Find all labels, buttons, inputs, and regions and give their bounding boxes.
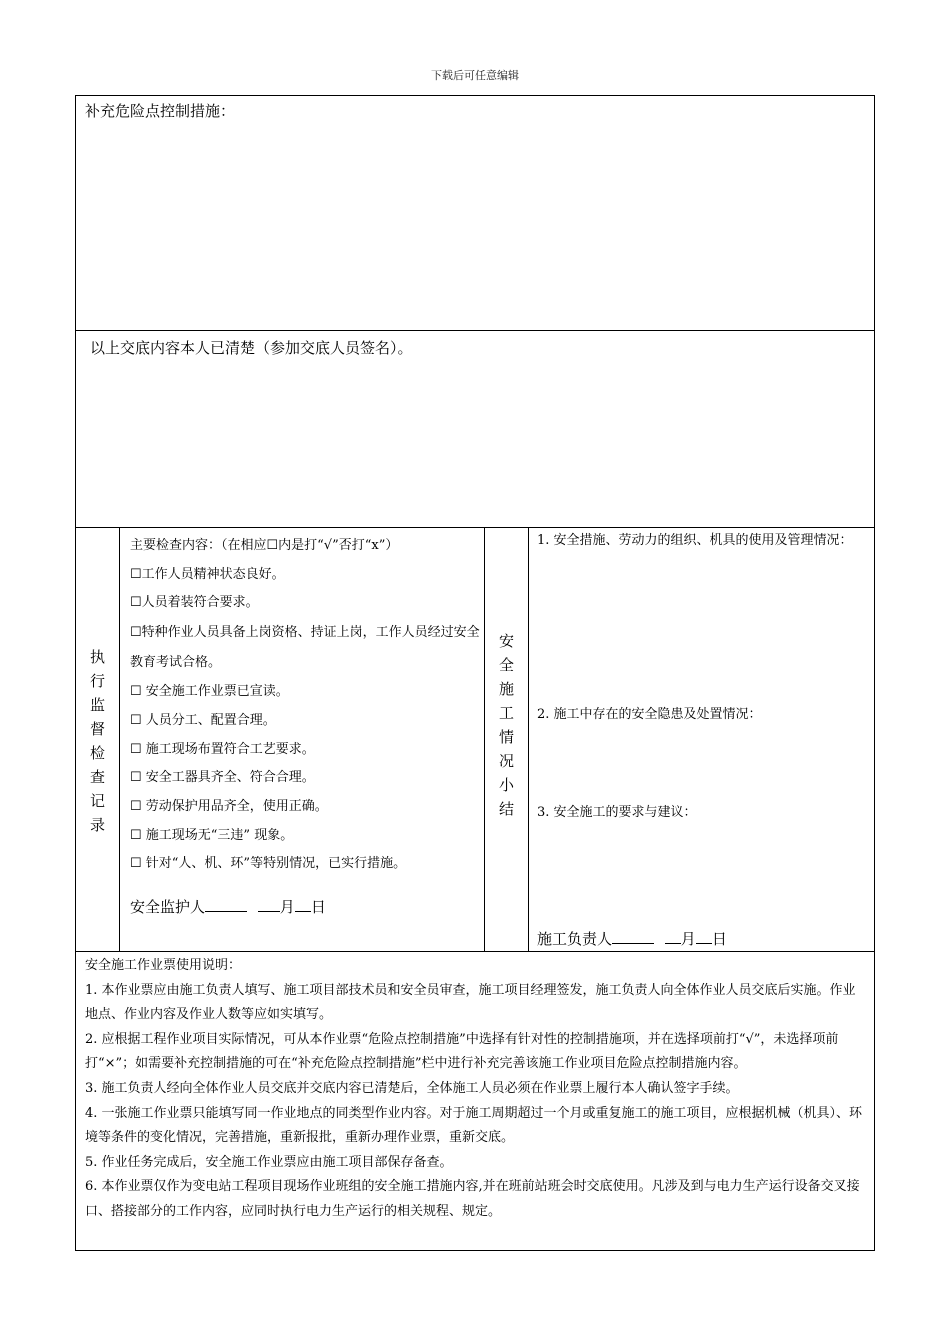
- summary-item-hazards: 2. 施工中存在的安全隐患及处置情况：: [537, 707, 762, 722]
- page-header-note: 下载后可任意编辑: [431, 69, 519, 82]
- supervision-side-cell: [76, 528, 120, 952]
- summary-item-suggestions: 3. 安全施工的要求与建议：: [537, 805, 697, 820]
- checklist-heading: 主要检查内容：（在相应☐内是打“√”否打“x”）: [130, 538, 399, 553]
- leader-signature: 施工负责人 月 日: [537, 930, 727, 948]
- supervision-checklist: [130, 532, 480, 879]
- instruction-item: 2. 应根据工程作业项目实际情况，可从本作业票“危险点控制措施”中选择有针对性的控制措施项，并在选择项前打“√”，未选择项前打“×”；如需要补充控制措施的可在“补充危险点控制措施”栏中进行补充完善该施工作业项目危险点控制措施内容。: [85, 1031, 839, 1072]
- inspection-section: [76, 528, 874, 952]
- checklist-item: ☐ 劳动保护用品齐全，使用正确。: [130, 798, 328, 814]
- supervisor-signature: 安全监护人 月 日: [130, 898, 326, 916]
- work-permit-form: [75, 95, 875, 1251]
- instruction-item: 1. 本作业票应由施工负责人填写、施工项目部技术员和安全员审查，施工项目经理签发，施工负责人向全体作业人员交底后实施。作业地点、作业内容及作业人数等应如实填写。: [85, 982, 856, 1023]
- checklist-item: ☐人员着装符合要求。: [130, 595, 259, 611]
- instructions-title: 安全施工作业票使用说明：: [85, 958, 242, 973]
- checklist-item: ☐ 施工现场无“三违” 现象。: [130, 827, 294, 843]
- checklist-item: ☐ 施工现场布置符合工艺要求。: [130, 741, 315, 757]
- supplement-label: 补充危险点控制措施：: [85, 102, 236, 120]
- instruction-item: 6. 本作业票仅作为变电站工程项目现场作业班组的安全施工措施内容,并在班前站班会时交底使用。凡涉及到与电力生产运行设备交叉接口、搭接部分的工作内容，应同时执行电力生产运行的相关规程、规定。: [85, 1179, 860, 1219]
- checklist-item: ☐ 针对“人、机、环”等特别情况，已实行措施。: [130, 856, 407, 872]
- checklist-item: ☐ 安全工器具齐全、符合合理。: [130, 770, 315, 786]
- supervision-checklist-cell: [120, 528, 485, 952]
- checklist-item: ☐特种作业人员具备上岗资格、持证上岗，工作人员经过安全教育考试合格。: [130, 625, 480, 671]
- summary-cell: [529, 528, 874, 952]
- instructions-text: [85, 954, 867, 1225]
- acknowledge-label: 以上交底内容本人已清楚（参加交底人员签名）。: [90, 339, 413, 357]
- checklist-item: ☐ 安全施工作业票已宣读。: [130, 684, 289, 700]
- summary-item-organization: 1. 安全措施、劳动力的组织、机具的使用及管理情况：: [537, 533, 853, 548]
- instruction-item: 3. 施工负责人经向全体作业人员交底并交底内容已清楚后，全体施工人员必须在作业票上履行本人确认签字手续。: [85, 1080, 739, 1096]
- checklist-item: ☐工作人员精神状态良好。: [130, 566, 285, 582]
- supervision-side-label: 执 行 监 督 检 查 记 录: [89, 648, 105, 834]
- checklist-item: ☐ 人员分工、配置合理。: [130, 712, 276, 728]
- instruction-item: 4. 一张施工作业票只能填写同一作业地点的同类型作业内容。对于施工周期超过一个月或重复施工的施工项目，应根据机械（机具）、环境等条件的变化情况，完善措施，重新报批，重新办理作业票，重新交底。: [85, 1105, 863, 1146]
- summary-side-cell: [485, 528, 529, 952]
- summary-side-label: 安 全 施 工 情 况 小 结: [498, 632, 514, 818]
- instruction-item: 5. 作业任务完成后，安全施工作业票应由施工项目部保存备查。: [85, 1154, 453, 1170]
- acknowledge-section: [76, 331, 874, 528]
- supplement-section: [76, 96, 874, 331]
- instructions-section: [76, 952, 874, 1250]
